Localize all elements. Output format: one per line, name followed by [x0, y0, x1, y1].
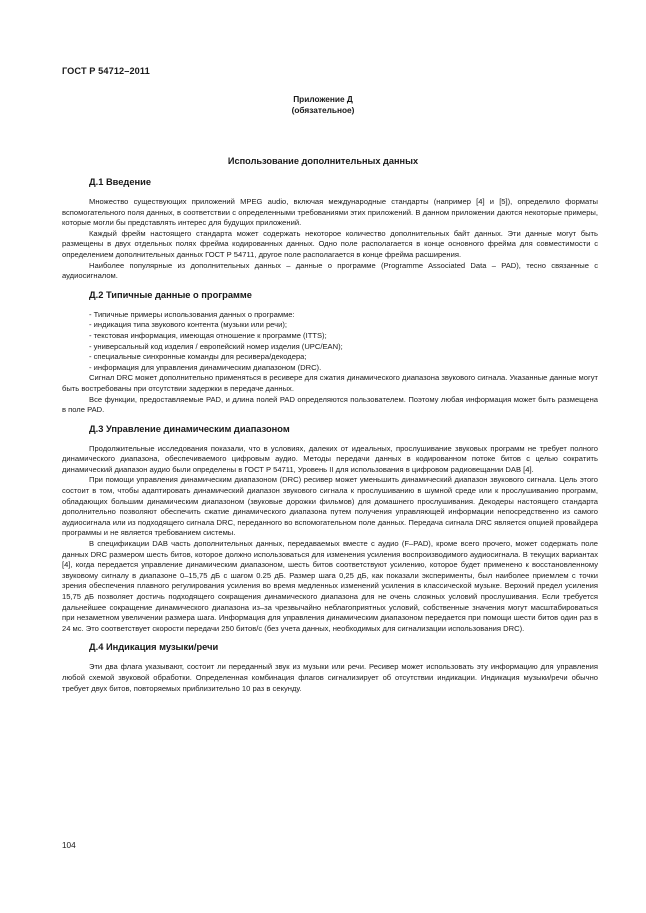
section-d1: [62, 176, 598, 282]
paragraph: При помощи управления динамическим диапазоном (DRC) ресивер может уменьшить динамический диапазон звукового сигнала. Цель этого состоит в том, чтобы адаптировать динамический диапазон звукового сигнала к прослушиванию в шумной среде или к прослушиванию программ, обладающих большим динамическим диапазоном (звуковые дорожки фильмов) для домашнего прослушивания. Декодеры настоящего стандарта дополнительно позволяют обеспечить сжатие динамического диапазона путем получения управляющей информации непосредственно из самого аудиосигнала или из подходящего сигнала DRC, переданного во вспомогательном поле данных. Передача сигнала DRC является опцией провайдера программы и не является требованием системы.: [62, 475, 598, 538]
document-title: Использование дополнительных данных: [227, 156, 419, 166]
paragraph: Все функции, предоставляемые PAD, и длина полей PAD определяются пользователем. Поэтому любая информация может быть размещена в поле PAD.: [62, 394, 598, 415]
section-heading: Д.1 Введение: [89, 177, 152, 187]
paragraph: В спецификации DAB часть дополнительных данных, передаваемых вместе с аудио (F–PAD), кроме всего прочего, может содержать поле данных DRC размером шесть битов, которое должно использоваться для изменения усиления воспроизводимого аудиосигнала. В текущих вариантах [4], когда передается управление динамическим диапазоном, шесть битов соответствуют усилению, которое будет применено к восстановленному звуковому сигналу в диапазоне 0–15,75 дБ с шагом 0.25 дБ. Размер шага 0,25 дБ, как показали эксперименты, был наиболее приемлем с точки зрения обеспечения плавного регулирования усиления во время медленных изменений усиления в классической музыке. Верхний предел усиления 15,75 дБ позволяет достичь подходящего сокращения динамического диапазона для не очень сложных условий прослушивания. Если требуется дальнейшее сокращение динамического диапазона из–за чрезвычайно неблагоприятных условий, собственные значения могут масштабироваться при незаметном увеличении размера шага. Информация для управления динамическим диапазоном передается при помощи шести битов один раз в 24 мс. Это соответствует скорости передачи 250 битов/с (без учета данных, необходимых для сигнализации использования DRC).: [62, 539, 598, 633]
list-item: - Типичные примеры использования данных о программе:: [89, 309, 295, 319]
standard-number: ГОСТ Р 54712–2011: [62, 66, 150, 76]
section-heading: Д.2 Типичные данные о программе: [89, 289, 252, 300]
list-item: - специальные синхронные команды для ресивера/декодера;: [89, 352, 307, 362]
paragraph: Эти два флага указывают, состоит ли переданный звук из музыки или речи. Ресивер может использовать эту информацию для управления любой схемой звуковой обработки. Определенная комбинация флагов сигнализирует об отсутствии индикации. Индикация музыки/речи обычно требует двух битов, повторяемых приблизительно 10 раз в секунду.: [62, 662, 598, 693]
list-item: - информация для управления динамическим диапазоном (DRC).: [89, 362, 322, 372]
section-d2: [62, 289, 598, 416]
appendix-status: (обязательное): [291, 105, 355, 115]
section-d4: [62, 641, 598, 694]
page-number: 104: [62, 841, 76, 850]
list-item: - текстовая информация, имеющая отношение к программе (ITTS);: [89, 330, 327, 340]
document-body: [62, 176, 598, 701]
paragraph: Продолжительные исследования показали, что в условиях, далеких от идеальных, прослушивание звуковых программ не требует полного динамического диапазона, обеспечиваемого цифровым аудио. Методы передачи данных в кодированном потоке битов с целью сократить динамический диапазон аудио были определены в ГОСТ Р 54711, Уровень II для использования в цифровом радиовещании DAB [4].: [62, 443, 598, 474]
section-d3: [62, 423, 598, 635]
section-heading: Д.3 Управление динамическим диапазоном: [89, 423, 290, 434]
list-item: - индикация типа звукового контента (музыки или речи);: [89, 320, 287, 330]
pad-examples-list: [62, 310, 598, 374]
list-item: - универсальный код изделия / европейский номер изделия (UPC/EAN);: [89, 341, 343, 351]
paragraph: Сигнал DRC может дополнительно применяться в ресивере для сжатия динамического диапазона звукового сигнала. Указанные данные могут быть востребованы при отсутствии задержки в передаче данных.: [62, 373, 598, 393]
paragraph: Каждый фрейм настоящего стандарта может содержать некоторое количество дополнительных байт данных. Эти данные могут быть размещены в двух отдельных полях фрейма кодированных данных. Одно поле располагается в конце основного фрейма для совместимости с определением дополнительных данных ГОСТ Р 54711, другое поле располагается в конце фрейма расширения.: [62, 228, 598, 259]
appendix-title: Приложение Д: [293, 94, 353, 104]
paragraph: Наиболее популярные из дополнительных данных – данные о программе (Programme Associated Data – PAD), тесно связанные с аудиосигналом.: [62, 260, 598, 281]
paragraph: Множество существующих приложений MPEG audio, включая международные стандарты (например [4] и [5]), определило форматы вспомогательного поля данных, в соответствии с определенными требованиями этих приложений. В данном приложении даются некоторые примеры, которые могли бы представлять интерес для будущих приложений.: [62, 197, 598, 228]
section-heading: Д.4 Индикация музыки/речи: [89, 642, 219, 653]
appendix-heading: [62, 94, 584, 116]
